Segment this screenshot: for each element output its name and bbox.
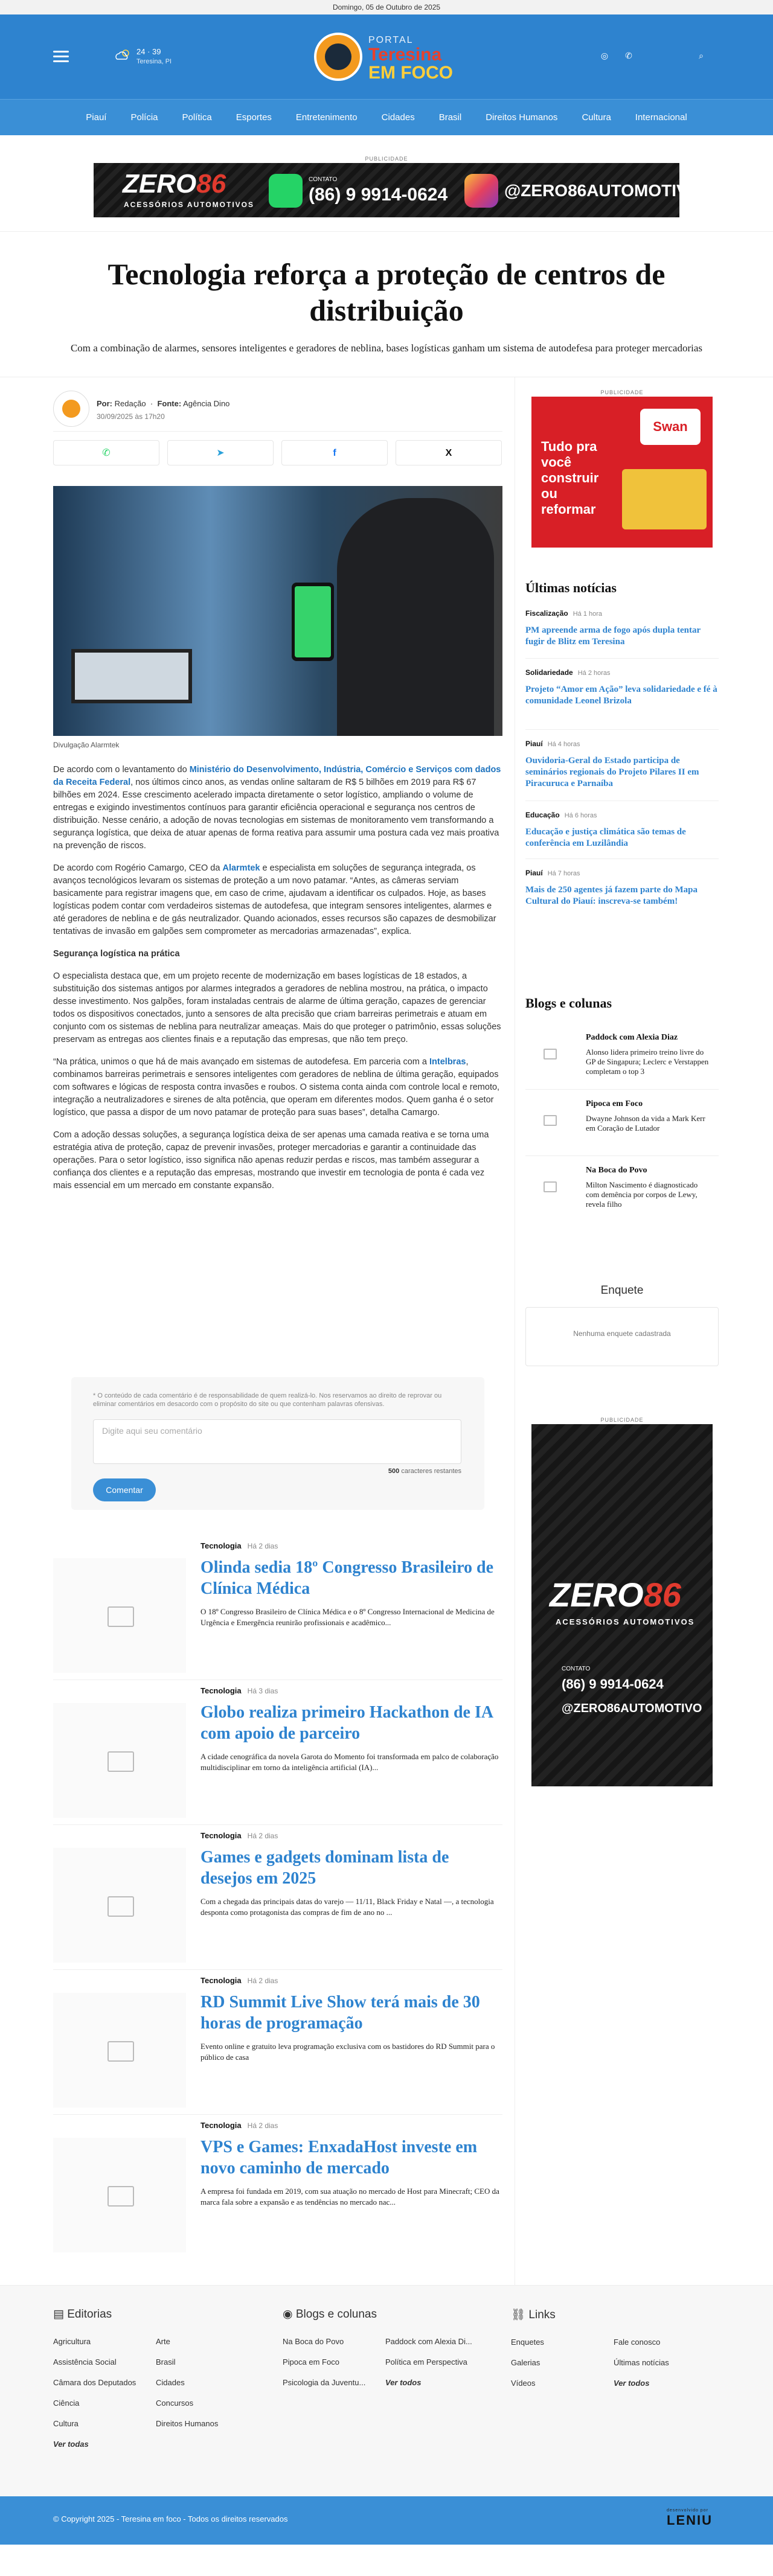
footer-blogs-title: ◉ Blogs e colunas — [283, 2308, 377, 2321]
footer-link[interactable]: Fale conosco — [614, 2338, 661, 2347]
ad-phone: (86) 9 9914-0624 — [562, 1676, 664, 1692]
blog-desc: Milton Nascimento é diagnosticado com demência por corpos de Lewy, revela filho — [586, 1180, 698, 1209]
image-placeholder-icon — [53, 1558, 186, 1673]
news-category: Educação Há 6 horas — [525, 811, 597, 819]
avatar — [53, 391, 89, 427]
ad-label: PUBLICIDADE — [600, 1417, 644, 1423]
footer-link[interactable]: Arte — [156, 2337, 170, 2346]
poll-title: Enquete — [600, 1284, 644, 1297]
publish-datetime: 30/09/2025 às 17h20 — [97, 412, 165, 421]
site-footer — [0, 2285, 773, 2496]
whatsapp-icon[interactable]: ✆ — [625, 51, 632, 60]
footer-link[interactable]: Cidades — [156, 2378, 185, 2387]
blogs-title: Blogs e colunas — [525, 996, 612, 1011]
news-category: Solidariedade Há 2 horas — [525, 668, 611, 677]
blog-item[interactable] — [525, 1023, 719, 1090]
related-excerpt: O 18º Congresso Brasileiro de Clínica Médica e o 8º Congresso Internacional de Medicina de Urgência e Emergência reunirão profissionais e acadêmico... — [200, 1607, 495, 1627]
footer-see-all[interactable]: Ver todos — [614, 2379, 650, 2388]
article-subtitle: Com a combinação de alarmes, sensores inteligentes e geradores de neblina, bases logísticas ganham um sistema de autodefesa para proteger mercadorias — [70, 342, 703, 354]
nav-item-cidades[interactable]: Cidades — [381, 112, 415, 123]
latest-news-item[interactable] — [525, 609, 719, 659]
ad-brand: ZERO86 — [550, 1576, 681, 1614]
nav-item-politica[interactable]: Política — [182, 112, 212, 123]
related-title[interactable]: Games e gadgets dominam lista de desejos em 2025 — [200, 1848, 449, 1888]
related-item[interactable] — [53, 1680, 502, 1825]
photo-caption: Divulgação Alarmtek — [53, 741, 120, 749]
ad-phone: (86) 9 9914-0624 — [309, 185, 448, 205]
blog-desc: Dwayne Johnson da vida a Mark Kerr em Coração de Lutador — [586, 1114, 705, 1133]
latest-news-item[interactable] — [525, 740, 719, 801]
footer-link[interactable]: Na Boca do Povo — [283, 2337, 344, 2346]
related-title[interactable]: VPS e Games: EnxadaHost investe em novo caminho de mercado — [200, 2138, 478, 2178]
news-title[interactable]: Ouvidoria-Geral do Estado participa de seminários regionais do Projeto Pilares II em Piracuruca e Parnaíba — [525, 756, 699, 788]
comment-submit-button[interactable]: Comentar — [93, 1478, 156, 1501]
date-bar — [0, 0, 773, 14]
footer-link[interactable]: Vídeos — [511, 2379, 536, 2388]
share-bar — [53, 432, 502, 474]
footer-link[interactable]: Política em Perspectiva — [385, 2357, 467, 2367]
section-heading: Segurança logística na prática — [53, 949, 180, 959]
related-item[interactable] — [53, 1970, 502, 2115]
blog-name[interactable]: Na Boca do Povo — [586, 1166, 647, 1175]
ministry-link[interactable]: Ministério do Desenvolvimento, Indústria, Comércio e Serviços com dados da Receita Federal — [53, 765, 501, 787]
search-icon[interactable]: ⌕ — [699, 51, 704, 60]
comment-note: * O conteúdo de cada comentário é de responsabilidade de quem realizá-lo. Nos reservamos ao direito de reprovar ou eliminar comentários em desacordo com o propósito do site ou que contenham palavras ofensivas. — [93, 1392, 442, 1408]
footer-link[interactable]: Concursos — [156, 2399, 194, 2408]
copyright-bar — [0, 2496, 773, 2545]
ad-label: PUBLICIDADE — [600, 389, 644, 395]
footer-links — [511, 2307, 669, 2388]
swan-ad-text: Tudo pra você construir ou reformar — [541, 439, 599, 517]
main-content — [0, 377, 773, 2285]
related-item[interactable] — [53, 1825, 502, 1970]
related-category: Tecnologia Há 3 dias — [200, 1686, 278, 1695]
footer-link[interactable]: Ciência — [53, 2399, 80, 2408]
footer-link[interactable]: Galerias — [511, 2358, 540, 2367]
ad-brand-sub: ACESSÓRIOS AUTOMOTIVOS — [124, 200, 255, 209]
related-title[interactable]: RD Summit Live Show terá mais de 30 horas de programação — [200, 1993, 480, 2033]
nav-item-esportes[interactable]: Esportes — [236, 112, 272, 123]
footer-link[interactable]: Pipoca em Foco — [283, 2357, 339, 2367]
comment-input[interactable]: Digite aqui seu comentário — [93, 1419, 461, 1464]
top-ad — [0, 135, 773, 232]
swan-logo: Swan — [640, 409, 701, 445]
nav-item-brasil[interactable]: Brasil — [438, 112, 462, 123]
whatsapp-icon — [269, 174, 303, 208]
image-placeholder-icon — [53, 2138, 186, 2252]
nav-item-policia[interactable]: Polícia — [130, 112, 158, 123]
menu-icon[interactable] — [53, 51, 69, 63]
related-title[interactable]: Olinda sedia 18º Congresso Brasileiro de Clínica Médica — [200, 1558, 494, 1598]
author-block — [53, 377, 502, 432]
footer-link[interactable]: Direitos Humanos — [156, 2419, 219, 2428]
logo-word-teresina: Teresina — [368, 45, 442, 65]
related-category: Tecnologia Há 2 dias — [200, 1541, 278, 1550]
footer-link[interactable]: Paddock com Alexia Di... — [385, 2337, 472, 2346]
article-column — [53, 377, 502, 2207]
footer-editorias — [53, 2307, 219, 2449]
article-title: Tecnologia reforça a proteção de centros de distribuição — [107, 257, 666, 327]
nav-item-direitos-humanos[interactable]: Direitos Humanos — [486, 112, 558, 123]
image-placeholder-icon — [53, 1703, 186, 1818]
alarmtek-link[interactable]: Alarmtek — [222, 863, 260, 873]
news-category: Piauí Há 4 horas — [525, 740, 580, 748]
news-title[interactable]: PM apreende arma de fogo após dupla tentar fugir de Blitz em Teresina — [525, 625, 701, 647]
weather-city: Teresina, PI — [136, 58, 172, 65]
footer-link[interactable]: Assistência Social — [53, 2357, 117, 2367]
image-placeholder-icon — [537, 1041, 562, 1066]
zero86-banner[interactable] — [94, 163, 701, 217]
site-header — [0, 14, 773, 99]
related-excerpt: Evento online e gratuito leva programação exclusiva com os bastidores do RD Summit para o público de casa — [200, 2042, 495, 2062]
poll-empty: Nenhuma enquete cadastrada — [573, 1329, 671, 1338]
blog-name[interactable]: Paddock com Alexia Diaz — [586, 1033, 678, 1042]
nav-item-cultura[interactable]: Cultura — [582, 112, 611, 123]
paragraph: Com a adoção dessas soluções, a segurança logística deixa de ser apenas uma camada reativa e se torna uma estratégia ativa de proteção, capaz de prevenir invasões, proteger mercadorias e garantir a continuidade das operações. Para o setor logístico, isso significa não apenas reduzir perdas e riscos, mas também assegurar a confiança dos clientes e a reputação das empresas, mostrando que investir em tecnologia de ponta é cada vez mais essencial em um mercado em constante expansão. — [53, 1130, 489, 1191]
image-placeholder-icon — [53, 1993, 186, 2108]
share-facebook-button[interactable]: f — [281, 440, 388, 465]
developer-logo[interactable]: desenvolvido por LENIU — [667, 2508, 713, 2528]
footer-blogs — [283, 2307, 472, 2387]
nav-item-piaui[interactable]: Piauí — [86, 112, 107, 123]
phone-icon — [292, 583, 334, 661]
laptop-icon — [71, 649, 192, 703]
ad-instagram: @ZERO86AUTOMOTIVO — [504, 181, 701, 200]
footer-see-all[interactable]: Ver todos — [385, 2378, 422, 2387]
ad-instagram: @ZERO86AUTOMOTIVO — [562, 1702, 702, 1715]
copyright-text: © Copyright 2025 - Teresina em foco - Todos os direitos reservados — [53, 2514, 288, 2523]
instagram-icon[interactable]: ◎ — [600, 51, 609, 60]
blog-item[interactable] — [525, 1090, 719, 1156]
nav-item-entretenimento[interactable]: Entretenimento — [295, 112, 358, 123]
cloud-sun-icon — [115, 50, 132, 60]
news-title[interactable]: Projeto “Amor em Ação” leva solidariedade e fé à comunidade Leonel Brizola — [525, 685, 717, 706]
related-item[interactable] — [53, 1535, 502, 1680]
share-whatsapp-button[interactable]: ✆ — [53, 440, 159, 465]
footer-link[interactable]: Enquetes — [511, 2338, 544, 2347]
footer-link[interactable]: Brasil — [156, 2357, 176, 2367]
poll-box — [525, 1307, 719, 1366]
ad-contact-label: CONTATO — [309, 176, 338, 183]
nav-item-internacional[interactable]: Internacional — [635, 112, 687, 123]
image-placeholder-icon — [537, 1108, 562, 1132]
article-body — [53, 764, 502, 1202]
footer-link[interactable]: Últimas notícias — [614, 2358, 669, 2367]
related-excerpt: A empresa foi fundada em 2019, com sua atuação no mercado de Host para Minecraft; CEO da marca fala sobre a expansão e as tendências no mercado nac... — [200, 2187, 499, 2207]
paragraph: “Na prática, unimos o que há de mais avançado em sistemas de autodefesa. Em parceria com a Intelbras, combinamos barreiras perimetrais e sensores inteligentes com geradores de neblina de última geração, equipados com softwares e lógicas de resposta contra invasões e roubos. O sistema conta ainda com controle local e remoto, integração a neutralizadores e sirenes de alta potência, que operam em diferentes modos. Quem ganha é o setor logístico, que passa a dispor de um novo patamar de proteção para suas bases”, detalha Camargo. — [53, 1057, 500, 1117]
related-excerpt: A cidade cenográfica da novela Garota do Momento foi transformada em palco de colaboração multidisciplinar em torno da inteligência artificial (IA)... — [200, 1752, 499, 1772]
latest-news-item[interactable] — [525, 668, 719, 730]
zero86-side-ad[interactable] — [531, 1424, 713, 1786]
footer-editorias-title: ▤ Editorias — [53, 2308, 112, 2321]
article-header — [0, 232, 773, 355]
site-logo[interactable] — [314, 33, 459, 81]
footer-links-title: ⛓ Links — [511, 2309, 556, 2321]
news-category: Piauí Há 7 horas — [525, 869, 580, 877]
footer-link[interactable]: Câmara dos Deputados — [53, 2378, 136, 2387]
share-x-button[interactable]: X — [396, 440, 502, 465]
weather-temps: 24 · 39 — [136, 47, 161, 56]
article-photo — [53, 486, 502, 736]
related-item[interactable] — [53, 2115, 502, 2260]
footer-link[interactable]: Agricultura — [53, 2337, 91, 2346]
ad-contact-label: CONTATO — [562, 1666, 591, 1672]
ad-brand: ZERO86 — [123, 169, 226, 199]
logo-word-emfoco: EM FOCO — [368, 63, 453, 83]
related-category: Tecnologia Há 2 dias — [200, 1831, 278, 1840]
news-title[interactable]: Educação e justiça climática são temas de conferência em Luzilândia — [525, 827, 686, 848]
related-category: Tecnologia Há 2 dias — [200, 2121, 278, 2130]
logo-mark-icon — [314, 33, 362, 81]
blog-name[interactable]: Pipoca em Foco — [586, 1099, 643, 1108]
paragraph: De acordo com o levantamento do Ministério do Desenvolvimento, Indústria, Comércio e Serviços com dados da Receita Federal, nos últimos cinco anos, as vendas online saltaram de R$ 5 bilhões em 2019 para R$ 67 bilhões em 2024. Esse crescimento acelerado impacta diretamente o setor logístico, ampliando o volume de entregas e exigindo investimentos contínuos para garantir eficiência operacional e segurança nos centros de distribuição. Nesse cenário, a adoção de novas tecnologias em sistemas de monitoramento vem transformando a segurança logística, que deixa de atuar apenas de forma reativa para assumir uma postura cada vez mais proativa na prevenção de riscos. — [53, 765, 501, 851]
news-title[interactable]: Mais de 250 agentes já fazem parte do Mapa Cultural do Piauí: inscreva-se também! — [525, 885, 698, 906]
main-nav — [0, 99, 773, 135]
latest-news-item[interactable] — [525, 869, 719, 923]
footer-link[interactable]: Cultura — [53, 2419, 79, 2428]
news-category: Fiscalização Há 1 hora — [525, 609, 603, 618]
image-placeholder-icon — [537, 1174, 562, 1198]
logo-word-portal: PORTAL — [368, 35, 414, 45]
share-telegram-button[interactable]: ➤ — [167, 440, 274, 465]
related-title[interactable]: Globo realiza primeiro Hackathon de IA com apoio de parceiro — [200, 1703, 493, 1743]
image-placeholder-icon — [53, 1848, 186, 1963]
instagram-icon — [464, 174, 498, 208]
paragraph: De acordo com Rogério Camargo, CEO da Alarmtek e especialista em soluções de segurança integrada, os avanços tecnológicos levaram os sistemas de proteção a um novo patamar. “Antes, as câmeras serviam basicamente para registrar imagens que, em caso de crime, ajudavam a identificar os culpados. Hoje, as bases logísticas podem contar com verdadeiros sistemas de autodefesa, que integram sensores inteligentes, alarmes e até geradores de neblina e de gás neutralizador. Quando acionados, esses recursos são capazes de desmobilizar tentativas de invasão em galpões sem comprometer as mercadorias armazenadas”, explica. — [53, 863, 496, 936]
latest-news-item[interactable] — [525, 811, 719, 859]
swan-ad[interactable] — [531, 397, 713, 548]
byline: Por: Redação · Fonte: Agência Dino — [97, 399, 230, 408]
blog-desc: Alonso lidera primeiro treino livre do GP de Singapura; Leclerc e Verstappen completam o top 3 — [586, 1047, 709, 1076]
current-date: Domingo, 05 de Outubro de 2025 — [332, 3, 441, 11]
blog-item[interactable] — [525, 1156, 719, 1229]
related-excerpt: Com a chegada das principais datas do varejo — 11/11, Black Friday e Natal —, a tecnologia desponta como protagonista das compras de fim de ano no ... — [200, 1897, 494, 1917]
footer-see-all[interactable]: Ver todas — [53, 2440, 89, 2449]
paragraph: O especialista destaca que, em um projeto recente de modernização em bases logísticas de 18 estados, a substituição dos sistemas antigos por alarmes integrados a geradores de neblina mostrou, na prática, o impacto desse investimento. Nos galpões, foram instaladas centrais de alarme de última geração, capazes de gerenciar todos os dispositivos conectados, junto a sensores de alta precisão que criam barreiras perimetrais e atuam em conjunto com os sistemas de neblina para neutralizar ameaças. Mais do que proteger o patrimônio, essas soluções preservam as entregas aos clientes finais e a reputação das empresas, que não tem preço. — [53, 971, 501, 1044]
related-category: Tecnologia Há 2 dias — [200, 1976, 278, 1985]
ad-label: PUBLICIDADE — [365, 156, 408, 162]
footer-link[interactable]: Psicologia da Juventu... — [283, 2378, 366, 2387]
ad-brand-sub: ACESSÓRIOS AUTOMOTIVOS — [556, 1617, 695, 1626]
latest-news-title: Últimas notícias — [525, 580, 617, 595]
char-counter: 500 caracteres restantes — [388, 1468, 461, 1475]
header-icons — [599, 51, 720, 63]
intelbras-link[interactable]: Intelbras — [429, 1057, 466, 1067]
comment-form — [71, 1377, 484, 1510]
